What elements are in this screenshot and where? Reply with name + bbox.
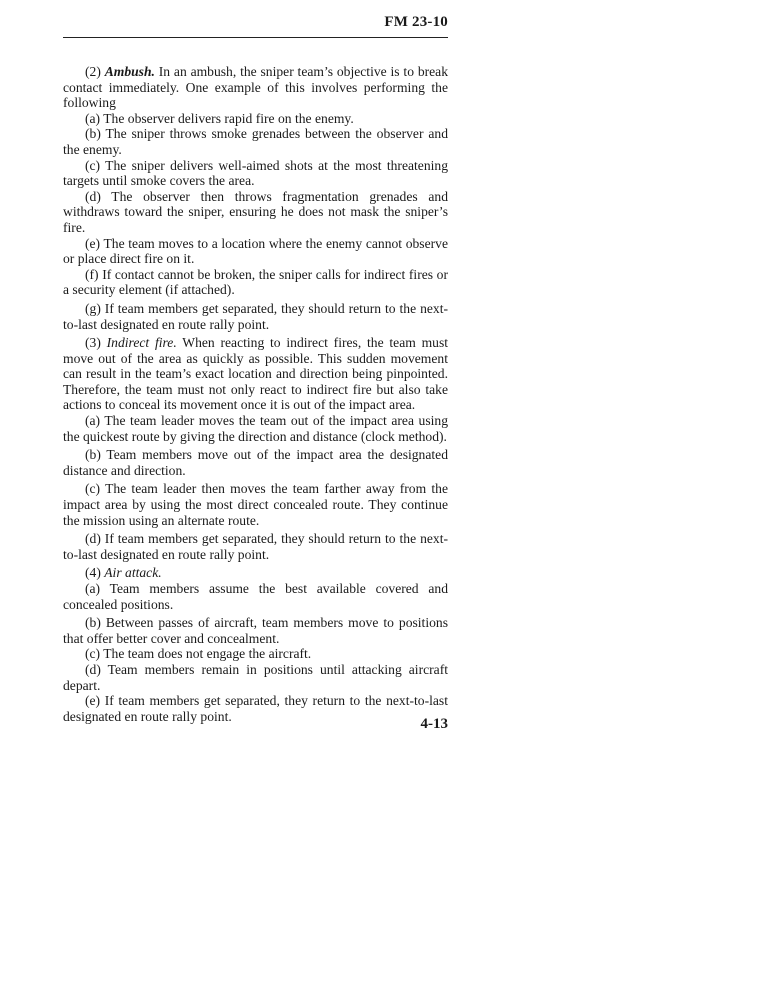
page-number: 4-13 (420, 716, 448, 732)
indirect-fire-paragraph (63, 335, 448, 413)
air-attack-title: Air attack. (104, 565, 162, 581)
air-attack-item: (b) Between passes of aircraft, team members move to positions that offer better cover and concealment. (63, 615, 448, 646)
ambush-item: (a) The observer delivers rapid fire on the enemy. (85, 110, 354, 126)
air-attack-item: (d) Team members remain in positions until attacking aircraft depart. (63, 661, 448, 693)
page-header (63, 14, 448, 38)
ambush-item: (d) The observer then throws fragmentation grenades and withdraws toward the sniper, ensuring he does not mask the sniper’s fire. (63, 188, 448, 235)
ambush-item: (c) The sniper delivers well-aimed shots at the most threatening targets until smoke covers the area. (63, 157, 448, 189)
ambush-paragraph (63, 64, 448, 111)
ambush-item: (g) If team members get separated, they should return to the next-to-last designated en route rally point. (63, 300, 448, 332)
ambush-title: Ambush. (104, 64, 155, 79)
indirect-fire-number: (3) (85, 335, 107, 351)
air-attack-heading (63, 565, 448, 581)
air-attack-item: (c) The team does not engage the aircraft. (85, 646, 312, 662)
ambush-item: (b) The sniper throws smoke grenades between the observer and the enemy. (63, 126, 448, 157)
indirect-fire-title: Indirect fire. (106, 335, 177, 351)
indirect-fire-item: (d) If team members get separated, they should return to the next-to-last designated en route rally point. (63, 531, 448, 562)
document-id: FM 23-10 (384, 14, 448, 30)
air-attack-item: (e) If team members get separated, they return to the next-to-last designated en route rally point. (63, 693, 448, 724)
indirect-fire-item: (b) Team members move out of the impact area the designated distance and direction. (63, 447, 448, 478)
page-body (63, 64, 448, 724)
air-attack-number: (4) (85, 565, 105, 581)
indirect-fire-item: (a) The team leader moves the team out of the impact area using the quickest route by giving the direction and distance (clock method). (63, 413, 448, 444)
ambush-number: (2) (85, 64, 105, 79)
ambush-item: (e) The team moves to a location where the enemy cannot observe or place direct fire on it. (63, 235, 448, 267)
indirect-fire-text: When reacting to indirect fires, the team must move out of the area as quickly as possible. This sudden movement can result in the team’s exact location and direction being pinpointed. Therefore, the team must not only react to indirect fire but also take actions to conceal its movement once it is out of the impact area. (63, 335, 449, 413)
air-attack-item: (a) Team members assume the best available covered and concealed positions. (63, 581, 448, 612)
ambush-item: (f) If contact cannot be broken, the sniper calls for indirect fires or a security element (if attached). (63, 266, 448, 298)
ambush-text: In an ambush, the sniper team’s objective is to break contact immediately. One example of this involves performing the following (63, 64, 449, 111)
indirect-fire-item: (c) The team leader then moves the team farther away from the impact area by using the most direct concealed route. They continue the mission using an alternate route. (63, 481, 448, 528)
